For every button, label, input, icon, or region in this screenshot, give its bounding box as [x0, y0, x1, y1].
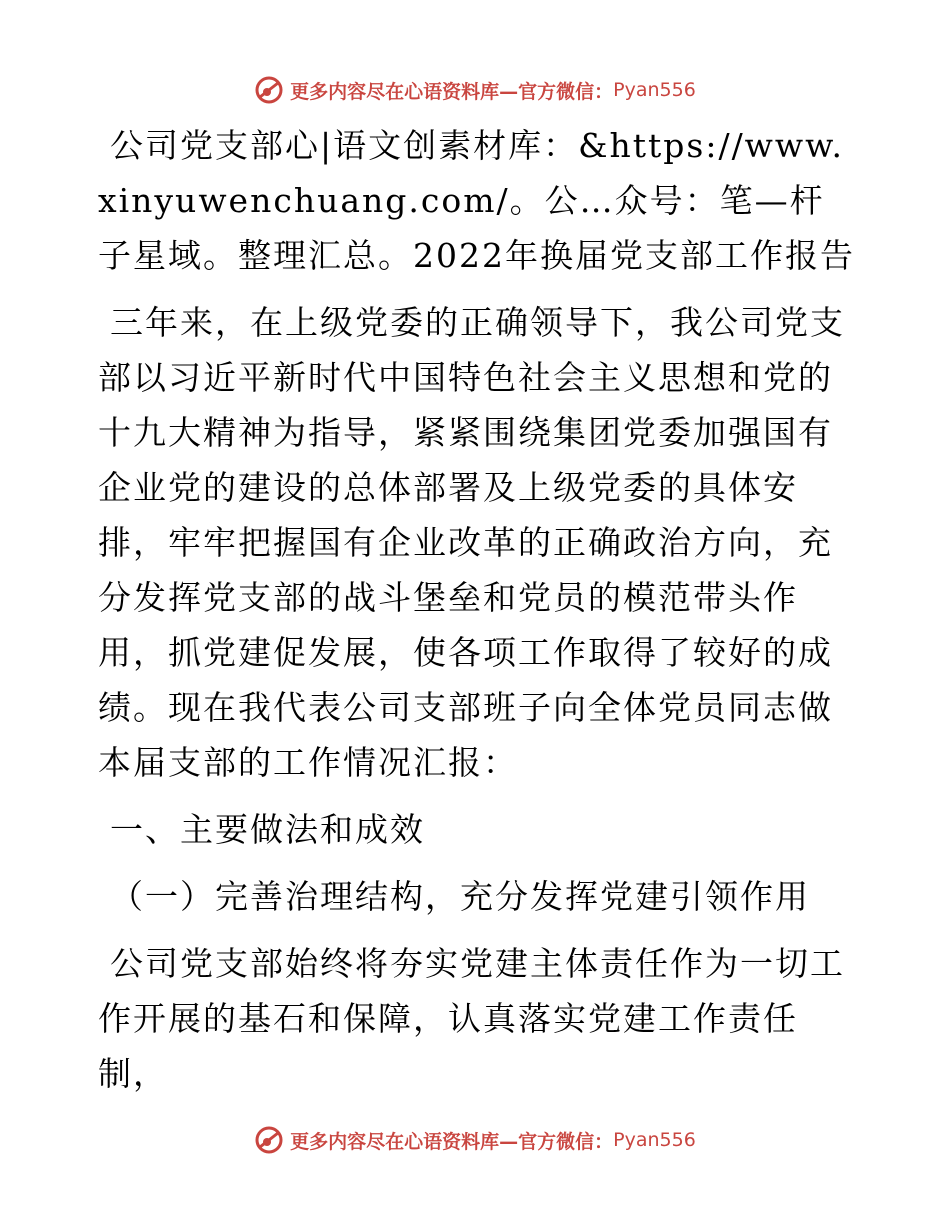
logo-icon	[254, 1125, 284, 1155]
banner-wechat: Pyan556	[613, 1129, 696, 1151]
paragraph-body: 公司党支部始终将夯实党建主体责任作为一切工作开展的基石和保障，认真落实党建工作责任制，	[98, 944, 845, 1093]
banner-text: 更多内容尽在心语资料库—官方微信：	[290, 1130, 614, 1153]
paragraph-title: 公司党支部心|语文创素材库：&https://www.xinyuwenchuang.com/。公…众号：笔—杆子星域。整理汇总。2022年换届党支部工作报告	[98, 126, 855, 275]
paragraph-intro: 三年来，在上级党委的正确领导下，我公司党支部以习近平新时代中国特色社会主义思想和党的十九大精神为指导，紧紧围绕集团党委加强国有企业党的建设的总体部署及上级党委的具体安排，牢牢把握国有企业改革的正确政治方向，充分发挥党支部的战斗堡垒和党员的模范带头作用，抓党建促发展，使各项工作取得了较好的成绩。现在我代表公司支部班子向全体党员同志做本届支部的工作情况汇报：	[98, 303, 845, 782]
logo-icon	[254, 75, 284, 105]
banner-wechat: Pyan556	[613, 79, 696, 101]
subsection-heading: （一）完善治理结构，充分发挥党建引领作用	[110, 877, 810, 916]
header-banner	[0, 70, 950, 110]
document-body	[98, 118, 858, 1113]
footer-banner	[0, 1120, 950, 1160]
banner-text: 更多内容尽在心语资料库—官方微信：	[290, 80, 614, 103]
section-heading: 一、主要做法和成效	[110, 810, 425, 849]
